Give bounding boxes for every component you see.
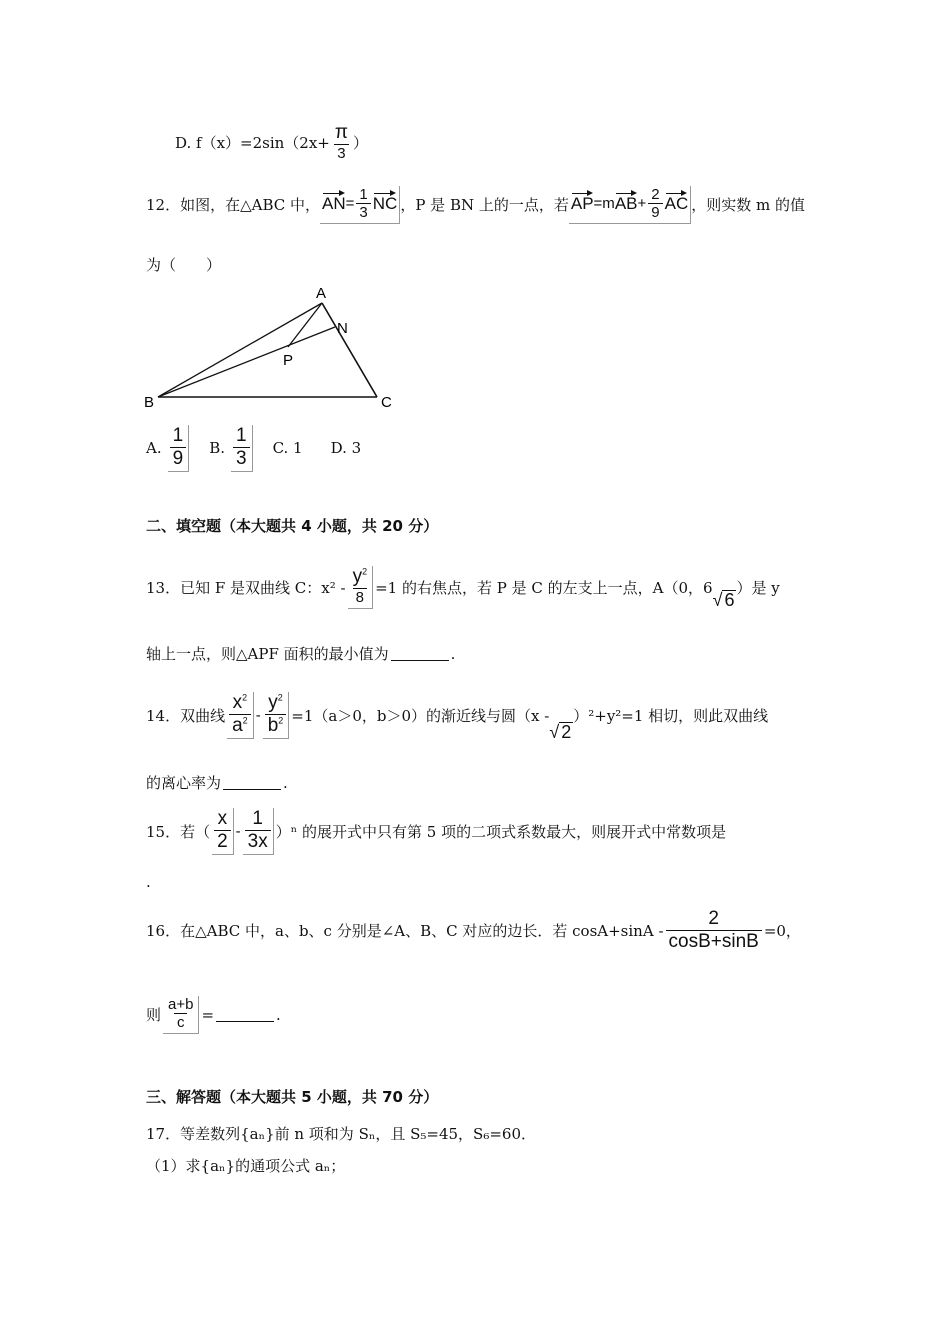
q12-stem-line2: 为（ ） — [146, 256, 222, 274]
option-d: D. 3 — [330, 439, 362, 458]
section-2-heading: 二、填空题（本大题共 4 小题，共 20 分） — [146, 517, 439, 535]
label-c: C — [381, 394, 392, 411]
option-a-label: A. — [146, 439, 162, 458]
q14-line2: 的离心率为 . — [146, 773, 288, 792]
label-a: A — [316, 285, 327, 302]
q12-options: A. $\frac{1}{9}$ B. $\frac{1}{3}$ C. 1 D. 3 — [146, 425, 361, 472]
q11-option-d: D. f（x）=2sin（2x+ $\frac{\pi}{3}$ ） — [175, 122, 369, 162]
q13-stem: 13．已知 F 是双曲线 C：x² - $\frac{y^2}{8}$ =1 的右焦点，若 P 是 C 的左支上一点，A（0，6 √ 6 ）是 y — [146, 566, 780, 611]
triangle-figure — [140, 285, 400, 415]
q13-line2: 轴上一点，则△APF 面积的最小值为 . — [146, 644, 456, 663]
answer-blank[interactable] — [216, 1007, 274, 1022]
answer-blank[interactable] — [391, 646, 449, 661]
label-n: N — [337, 320, 348, 337]
q15-stem: 15．若（ $\frac{x}{2}$ - $\frac{1}{3x}$ ）ⁿ 的展开式中只有第 5 项的二项式系数最大，则展开式中常数项是 — [146, 808, 726, 855]
label-b: B — [144, 394, 155, 411]
q15-line2: . — [146, 873, 151, 891]
q11-option-d-text: D. f（x）=2sin（2x+ — [175, 133, 330, 152]
q17-part1: （1）求{aₙ}的通项公式 aₙ； — [146, 1157, 346, 1175]
pi-over-3-fraction: $\frac{\pi}{3}$ — [334, 122, 348, 162]
q16-line2: 则 $\frac{a+b}{c}$ = . — [146, 996, 281, 1034]
an-vector-equation: AN = $\frac{1}{3}$ NC — [320, 186, 400, 224]
q17-stem: 17．等差数列{aₙ}前 n 项和为 Sₙ，且 S₅=45，S₆=60． — [146, 1125, 536, 1143]
section-3-heading: 三、解答题（本大题共 5 小题，共 70 分） — [146, 1088, 439, 1106]
ap-vector-equation: AP =m AB + $\frac{2}{9}$ AC — [569, 186, 691, 224]
option-c: C. 1 — [272, 439, 303, 458]
q12-stem: 12．如图，在△ABC 中， AN = $\frac{1}{3}$ NC ，P 是 BN 上的一点，若 AP =m AB + $\frac{2}{9}$ AC ，则实数 m 的值 — [146, 186, 805, 224]
q14-stem: 14．双曲线 $\frac{x^2}{a^2}$ - $\frac{y^2}{b^2}$ =1（a＞0，b＞0）的渐近线与圆（x - √ 2 ）²+y²=1 相切，则此双曲线 — [146, 692, 769, 743]
label-p: P — [283, 352, 294, 369]
option-b-label: B. — [209, 439, 225, 458]
sqrt-6: √ 6 — [712, 590, 735, 611]
q16-stem: 16．在△ABC 中，a、b、c 分别是∠A、B、C 对应的边长．若 cosA+sinA - $\frac{2}{\cos B+\sin B}$ =0， — [146, 908, 801, 952]
sqrt-2: √ 2 — [549, 722, 572, 743]
answer-blank[interactable] — [223, 775, 281, 790]
